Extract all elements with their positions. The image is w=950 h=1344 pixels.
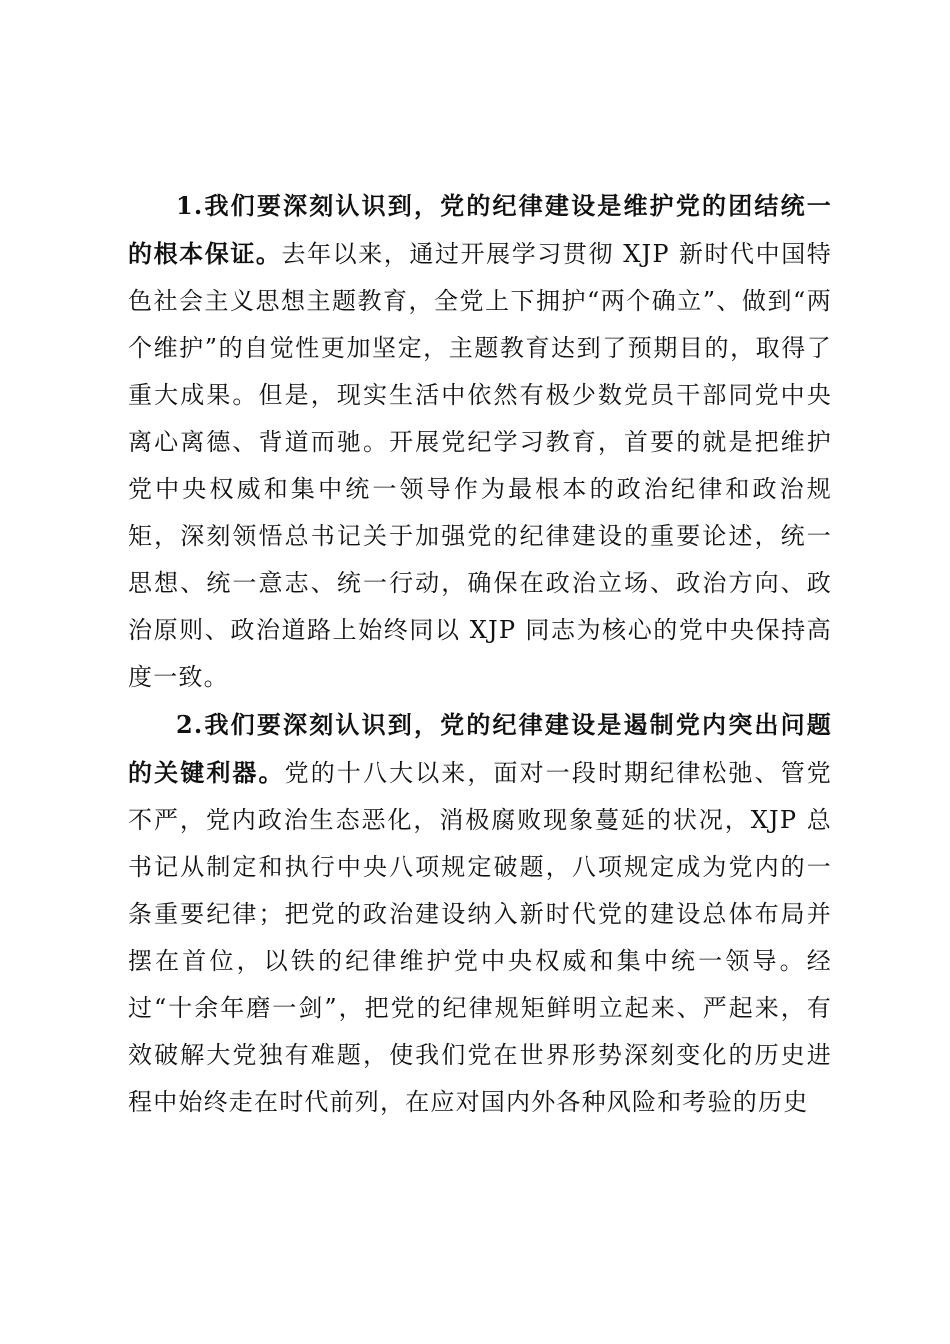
- document-body: [128, 182, 832, 1126]
- paragraph-1-text: 去年以来，通过开展学习贯彻 XJP 新时代中国特色社会主义思想主题教育，全党上下拥护“两个确立”、做到“两个维护”的自觉性更加坚定，主题教育达到了预期目的，取得了重大成果。但是，现实生活中依然有极少数党员干部同党中央离心离德、背道而驰。开展党纪学习教育，首要的就是把维护党中央权威和集中统一领导作为最根本的政治纪律和政治规矩，深刻领悟总书记关于加强党的纪律建设的重要论述，统一思想、统一意志、统一行动，确保在政治立场、政治方向、政治原则、政治道路上始终同以 XJP 同志为核心的党中央保持高度一致。: [128, 240, 832, 691]
- paragraph-2-text: 党的十八大以来，面对一段时期纪律松弛、管党不严，党内政治生态恶化，消极腐败现象蔓延的状况，XJP 总书记从制定和执行中央八项规定破题，八项规定成为党内的一条重要纪律；把党的政治建设纳入新时代党的建设总体布局并摆在首位，以铁的纪律维护党中央权威和集中统一领导。经过“十余年磨一剑”，把党的纪律规矩鲜明立起来、严起来，有效破解大党独有难题，使我们党在世界形势深刻变化的历史进程中始终走在时代前列，在应对国内外各种风险和考验的历史: [128, 759, 833, 1116]
- paragraph-1: [128, 182, 832, 701]
- paragraph-2-lead: 2.我们要深刻认识到，党的纪律建设是遏制党内突出问题的关键利器。: [128, 710, 832, 787]
- paragraph-1-lead: 1.我们要深刻认识到，党的纪律建设是维护党的团结统一的根本保证。: [128, 191, 832, 268]
- paragraph-2: [128, 701, 832, 1126]
